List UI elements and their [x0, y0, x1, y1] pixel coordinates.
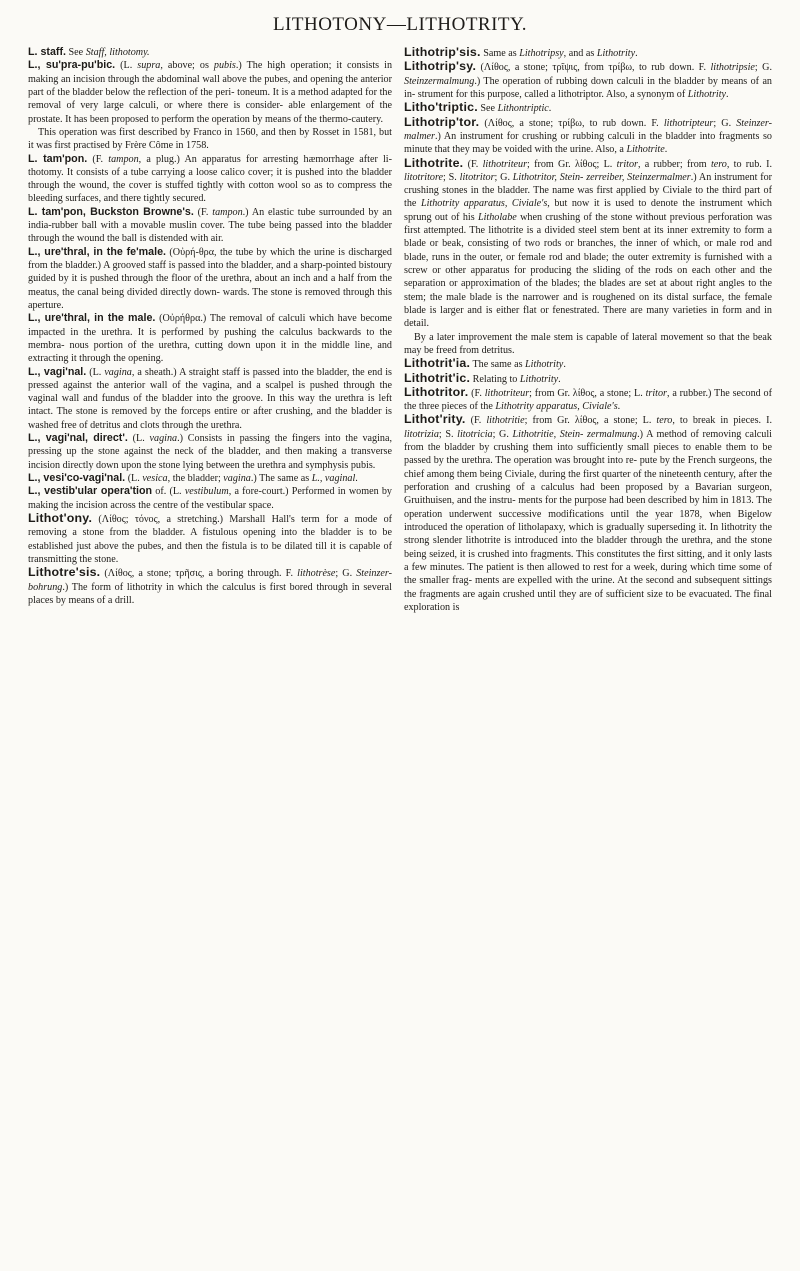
dictionary-entry: [28, 512, 392, 566]
entry-definition: of. (L. vestibulum, a fore-court.) Performed in women by making the incision across the centre of the vestibular space.: [28, 486, 392, 511]
dictionary-entry: [404, 357, 772, 371]
entry-definition: The same as Lithotrity.: [470, 359, 566, 371]
entry-headword: Lithotrip'sis.: [404, 45, 481, 59]
entry-definition: (L. vesica, the bladder; vagina.) The same as L., vaginal.: [125, 473, 358, 484]
dictionary-entry: [28, 246, 392, 313]
entry-headword: Lithotrip'tor.: [404, 114, 480, 129]
entry-headword: Lithotre'sis.: [28, 565, 101, 580]
running-head: LITHOTONY—LITHOTRITY.: [272, 14, 528, 35]
dictionary-entry: [28, 485, 392, 512]
dictionary-entry: [28, 432, 392, 472]
dictionary-entry: [28, 59, 392, 126]
entry-headword: Lithot'ony.: [28, 510, 93, 525]
entry-headword: Lithotrit'ic.: [404, 370, 471, 385]
left-column: [28, 46, 392, 607]
entry-definition: (Οὐρή-θρα, the tube by which the urine is discharged from the bladder.) A grooved staff is passed into the bladder, and a sharp-pointed bistoury guided by it is pushed through the floor of the urethra, about an inch and a half from the meatus, the canal being divided directly down- wards. The stone is removed through this aperture.: [28, 246, 392, 311]
dictionary-entry: [28, 153, 392, 206]
entry-definition: (F. tampon, a plug.) An apparatus for arresting hæmorrhage after li- thotomy. It consists of a tube carrying a loose calico cover; it is pushed into the bladder through the wound, the cover is stuffed tightly with cotton wool so as to compress the bleeding surfaces, and there tightly secured.: [28, 153, 392, 205]
entry-paragraph: [28, 126, 392, 153]
entry-headword: Lithotrite.: [404, 155, 464, 170]
entry-headword: L. staff.: [28, 46, 67, 58]
entry-headword: L., vagi'nal.: [28, 365, 87, 378]
entry-definition: (F. lithotriteur; from Gr. λίθος; L. tritor, a rubber; from tero, to rub. I. litotritore; S. litotritor; G. Lithotritor, Stein- zerreiber, Steinzermalmer.) An instrument for crushing stones in the bladder. The name was first applied by Civiale to the third part of the Lithotrity apparatus, Civiale's, but now it is used to denote the instrument which sprung out of his Litholabe when crushing of the stone without previous perforation was first attempted. The lithotrite is a divided steel stem bent at its inner extremity to form a blade or beak, consisting of two rods or branches, the inner of which, or male rod and blade, runs in the outer, or female rod and blade; the outer extremity is furnished with a screw or other apparatus for producing the sliding of the rods on each other and the separation or approximation of the blades; the blades are set at about right angles to the stem; the male blade is the narrower and is roughened on its distal surface, the female blade is larger and is either flat or fenestrated. There are many varieties in form and in detail.: [404, 158, 772, 330]
dictionary-entry: [28, 366, 392, 433]
entry-definition: By a later improvement the male stem is capable of lateral movement so that the beak may be freed from detritus.: [404, 331, 772, 356]
dictionary-entry: [404, 116, 772, 157]
entry-definition: (Λίθος, a stone; τρίβω, to rub down. F. lithotripteur; G. Steinzer- malmer.) An instrument for crushing or rubbing calculi in the bladder into fragments so minute that they may be voided with the urine. Also, a Lithotrite.: [404, 117, 773, 156]
entry-definition: Relating to Lithotrity.: [470, 373, 561, 385]
dictionary-entry: [404, 46, 772, 60]
entry-definition: (Λίθος, a stone; τρῆσις, a boring through. F. lithotrèse; G. Steinzer- bohrung.) The form of lithotrity in which the calculus is first bored through in several places by means of a drill.: [28, 568, 392, 606]
dictionary-entry: [404, 60, 772, 101]
entry-definition: (L. vagina.) Consists in passing the fingers into the vagina, pressing up the stone against the neck of the bladder, and then making a transverse incision directly down upon the stone lying between the urethra and symphysis pubis.: [28, 433, 393, 471]
dictionary-entry: [28, 312, 392, 365]
entry-headword: L., vesi'co-vagi'nal.: [28, 472, 126, 484]
dictionary-entry: [404, 101, 772, 115]
dictionary-entry: [404, 413, 772, 614]
entry-definition: (F. tampon.) An elastic tube surrounded by an india-rubber ball with a movable muslin cover. The tube being passed into the bladder through the wound the ball is distended with air.: [28, 206, 392, 245]
entry-headword: Litho'triptic.: [404, 100, 478, 115]
entry-headword: Lithotrip'sy.: [404, 59, 477, 74]
entry-paragraph: [404, 331, 772, 358]
entry-headword: Lithot'rity.: [404, 412, 466, 427]
dictionary-entry: [404, 386, 772, 414]
entry-definition: (L. supra, above; os pubis.) The high operation; it consists in making an incision through the abdominal wall above the pubes, and opening the anterior part of the bladder below the reflection of the peri- toneum. It is a method adapted for the removal of very large calculi, or where there is consider- able enlargement of the prostate. It has been proposed to perform the operation by means of the thermo-cautery.: [28, 60, 393, 125]
entry-definition: See Staff, lithotomy.: [66, 47, 150, 58]
entry-definition: See Lithontriptic.: [477, 103, 552, 115]
dictionary-entry: [28, 472, 392, 485]
entry-definition: (F. lithotriteur; from Gr. λίθος, a stone; L. tritor, a rubber.) The second of the three pieces of the Lithotrity apparatus, Civiale's.: [404, 387, 772, 413]
entry-headword: Lithotrit'ia.: [404, 356, 471, 371]
dictionary-entry: [28, 46, 392, 59]
entry-headword: L., vagi'nal, direct'.: [28, 432, 128, 445]
entry-headword: L., vestib'ular opera'tion: [28, 485, 153, 498]
entry-headword: L. tam'pon.: [28, 152, 88, 165]
entry-definition: This operation was first described by Franco in 1560, and then by Rosset in 1581, but it was first practised by Frère Côme in 1758.: [28, 126, 392, 152]
entry-headword: L., ure'thral, in the fe'male.: [28, 245, 167, 258]
entry-definition: (Οὐρήθρα.) The removal of calculi which have become impacted in the urethra. It is performed by pushing the calculus backwards to the membra- nous portion of the urethra, cutting down upon it in the middle line, and extracting it through the opening.: [28, 313, 392, 365]
dictionary-entry: [28, 566, 392, 607]
entry-definition: (F. lithotritie; from Gr. λίθος, a stone; L. tero, to break in pieces. I. litotrizia; S. litotricia; G. Lithotritie, Stein- zermalmung.) A method of removing calculi from the bladder by crushing them into sufficiently small pieces to enable them to be passed by the urethra. The operation was brought into re- pute by the French surgeons, the chief among them being Civiale, during the first quarter of the nineteenth century, after the perforation and crushing of a calculus had been proposed by a Bavarian surgeon, Gruithuisen, and the instru- ments for the purpose had been described by him in 1813. The operation underwent successive modifications until the year 1878, when Bigelow introduced the operation of litholapaxy, which is gradually superseding it. In lithotrity the strong slender lithotrite is introduced into the bladder through the urethra, and the stone being seized, it is crushed into fragments. This constitutes the first sitting, and it only lasts a few minutes. The patient is then allowed to rest for a week, during which time some of the smaller frag- ments are expelled with the urine. At the second and subsequent sittings the fragments are again crushed until they are of sufficient size to be evacuated. The final exploration is: [404, 415, 772, 613]
dictionary-entry: [404, 157, 772, 331]
entry-headword: L. tam'pon, Buckston Browne's.: [28, 205, 194, 218]
entry-headword: L., ure'thral, in the male.: [28, 312, 156, 325]
two-column-body: [28, 46, 772, 614]
entry-headword: Lithotritor.: [404, 384, 469, 399]
entry-definition: (Λίθος, a stone; τρῖψις, from τρίβω, to rub down. F. lithotripsie; G. Steinzermalmung.) The operation of rubbing down calculi in the bladder by means of an in- strument for this purpose, called a lithotriptor. Also, a synonym of Lithotrity.: [404, 62, 772, 100]
dictionary-entry: [404, 372, 772, 386]
entry-headword: L., su'pra-pu'bic.: [28, 59, 116, 72]
entry-definition: (L. vagina, a sheath.) A straight staff is passed into the bladder, the end is pressed against the anterior wall of the vagina, and a scalpel is pushed through the vaginal wall and fundus of the bladder into the groove. In this way the urethra is left intact. The stone is removed by the forceps entire or after crushing, and the bladder is washed free of detritus and clots through the urethra.: [28, 366, 392, 431]
right-column: [404, 46, 772, 614]
dictionary-entry: [28, 206, 392, 246]
entry-definition: Same as Lithotripsy, and as Lithotrity.: [480, 48, 638, 59]
entry-definition: (Λίθος; τόνος, a stretching.) Marshall Hall's term for a mode of removing a stone from the bladder. A fistulous opening into the bladder is to be established just above the pubes, and then the fistula is to be dilated till it is capable of transmitting the stone.: [28, 513, 392, 565]
